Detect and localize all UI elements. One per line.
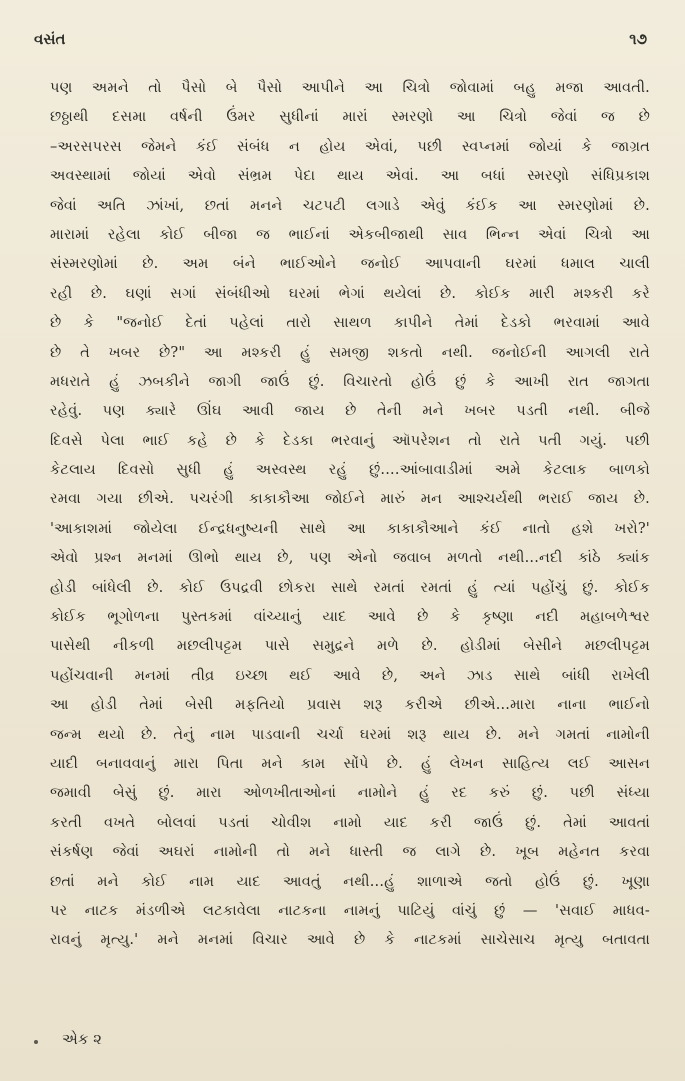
text-line: આ હોડી તેમાં બેસી મફતિયો પ્રવાસ શરૂ કરીએ છીએ...મારા નાના ભાઈનો: [50, 697, 650, 714]
text-line: છતાં મને કોઈ નામ યાદ આવતું નથી...હું શાળાએ જતો હોઉં છું. ખૂણા: [50, 873, 650, 890]
text-line: સંકર્ષણ જેવાં અઘરાં નામોની તો મને ધાસ્તી જ લાગે છે. ખૂબ મહેનત કરવા: [50, 844, 650, 861]
text-line: યાદી બનાવવાનું મારા પિતા મને કામ સોંપે છે. હું લેખન સાહિત્ય લઈ આસન: [50, 755, 650, 772]
page-number: ૧૭: [629, 30, 647, 48]
text-line: જમાવી બેસું છું. મારા ઓળખીતાઓનાં નામોને હું રદ કરું છું. પછી સંધ્યા: [50, 785, 650, 802]
text-line: અવસ્થામાં જોયાં એવો સંભ્રમ પેદા થાય એવાં. આ બધાં સ્મરણો સંધિપ્રકાશ: [50, 168, 650, 185]
text-line: પહોંચવાની મનમાં તીવ્ર ઇચ્છા થઈ આવે છે, અને ઝાડ સાથે બાંધી રાખેલી: [50, 667, 650, 684]
text-line: મધરાતે હું ઝબકીને જાગી જાઉં છું. વિચારતો હોઉં છું કે આખી રાત જાગતા: [50, 373, 650, 390]
text-line: 'આકાશમાં જોયેલા ઈન્દ્રધનુષ્યની સાથે આ કાકાકૌઆને કંઈ નાતો હશે ખરો?': [50, 520, 650, 537]
text-line: પાસેથી નીકળી મછલીપટ્ટમ પાસે સમુદ્રને મળે છે. હોડીમાં બેસીને મછલીપટ્ટમ: [50, 638, 650, 655]
printer-signature: એક ૨: [62, 1030, 102, 1048]
text-line: કેટલાય દિવસો સુધી હું અસ્વસ્થ રહું છું....આંબાવાડીમાં અમે કેટલાક બાળકો: [50, 462, 650, 479]
text-line: સંસ્મરણોમાં છે. અમ બંને ભાઈઓને જનોઈ આપવાની ઘરમાં ધમાલ ચાલી: [50, 256, 650, 273]
text-line: છે કે "જનોઈ દેતાં પહેલાં તારો સાથળ કાપીને તેમાં દેડકો ભરવામાં આવે: [50, 315, 650, 332]
text-line: જેવાં અતિ ઝાંખાં, છતાં મનને ચટપટી લગાડે એવું કંઈક આ સ્મરણોમાં છે.: [50, 197, 650, 214]
body-text: [50, 74, 650, 956]
text-line: મારામાં રહેલા કોઈ બીજા જ ભાઈનાં એકબીજાથી સાવ ભિન્ન એવાં ચિત્રો આ: [50, 226, 650, 243]
text-line: રાવનું મૃત્યુ.' મને મનમાં વિચાર આવે છે કે નાટકમાં સાચેસાચ મૃત્યુ બતાવતા: [50, 932, 650, 949]
text-line: કરતી વખતે બોલવાં પડતાં ચોવીશ નામો યાદ કરી જાઉં છું. તેમાં આવતાં: [50, 814, 650, 831]
margin-dot: [34, 1040, 38, 1044]
text-line: કોઈક ભૂગોળના પુસ્તકમાં વાંચ્યાનું યાદ આવે છે કે કૃષ્ણા નદી મહાબળેશ્વર: [50, 609, 650, 626]
text-line: એવો પ્રશ્ન મનમાં ઊભો થાય છે, પણ એનો જવાબ મળતો નથી...નદી કાંઠે ક્યાંક: [50, 550, 650, 567]
text-line: રહેવું. પણ ક્યારે ઊંઘ આવી જાય છે તેની મને ખબર પડતી નથી. બીજે: [50, 403, 650, 420]
text-line: જન્મ થયો છે. તેનું નામ પાડવાની ચર્ચા ઘરમાં શરૂ થાય છે. મને ગમતાં નામોની: [50, 726, 650, 743]
text-line: –અરસપરસ જેમને કંઈ સંબંધ ન હોય એવાં, પછી સ્વપ્નમાં જોયાં કે જાગ્રત: [50, 138, 650, 155]
text-line: છે તે ખબર છે?" આ મશ્કરી હું સમજી શકતો નથી. જનોઈની આગલી રાતે: [50, 344, 650, 361]
running-head: વસંત: [34, 30, 66, 48]
text-line: પર નાટક મંડળીએ લટકાવેલા નાટકના નામનું પાટિયું વાંચું છું — 'સવાઈ માધવ-: [50, 902, 650, 919]
text-line: છઠ્ઠાથી દસમા વર્ષની ઉંમર સુધીનાં મારાં સ્મરણો આ ચિત્રો જેવાં જ છે: [50, 109, 650, 126]
text-line: પણ અમને તો પૈસો બે પૈસો આપીને આ ચિત્રો જોવામાં બહુ મજા આવતી.: [50, 80, 650, 96]
text-line: હોડી બાંધેલી છે. કોઈ ઉપદ્રવી છોકરા સાથે રમતાં રમતાં હું ત્યાં પહોંચું છું. કોઈક: [50, 579, 650, 596]
text-line: દિવસે પેલા ભાઈ કહે છે કે દેડકા ભરવાનું ઑપરેશન તો રાતે પતી ગયું. પછી: [50, 432, 650, 449]
text-line: રહી છે. ઘણાં સગાં સંબંધીઓ ઘરમાં ભેગાં થયેલાં છે. કોઈક મારી મશ્કરી કરે: [50, 285, 650, 302]
text-line: રમવા ગયા છીએ. પચરંગી કાકાકૌઆ જોઈને મારું મન આશ્ચર્યથી ભરાઈ જાય છે.: [50, 491, 650, 508]
